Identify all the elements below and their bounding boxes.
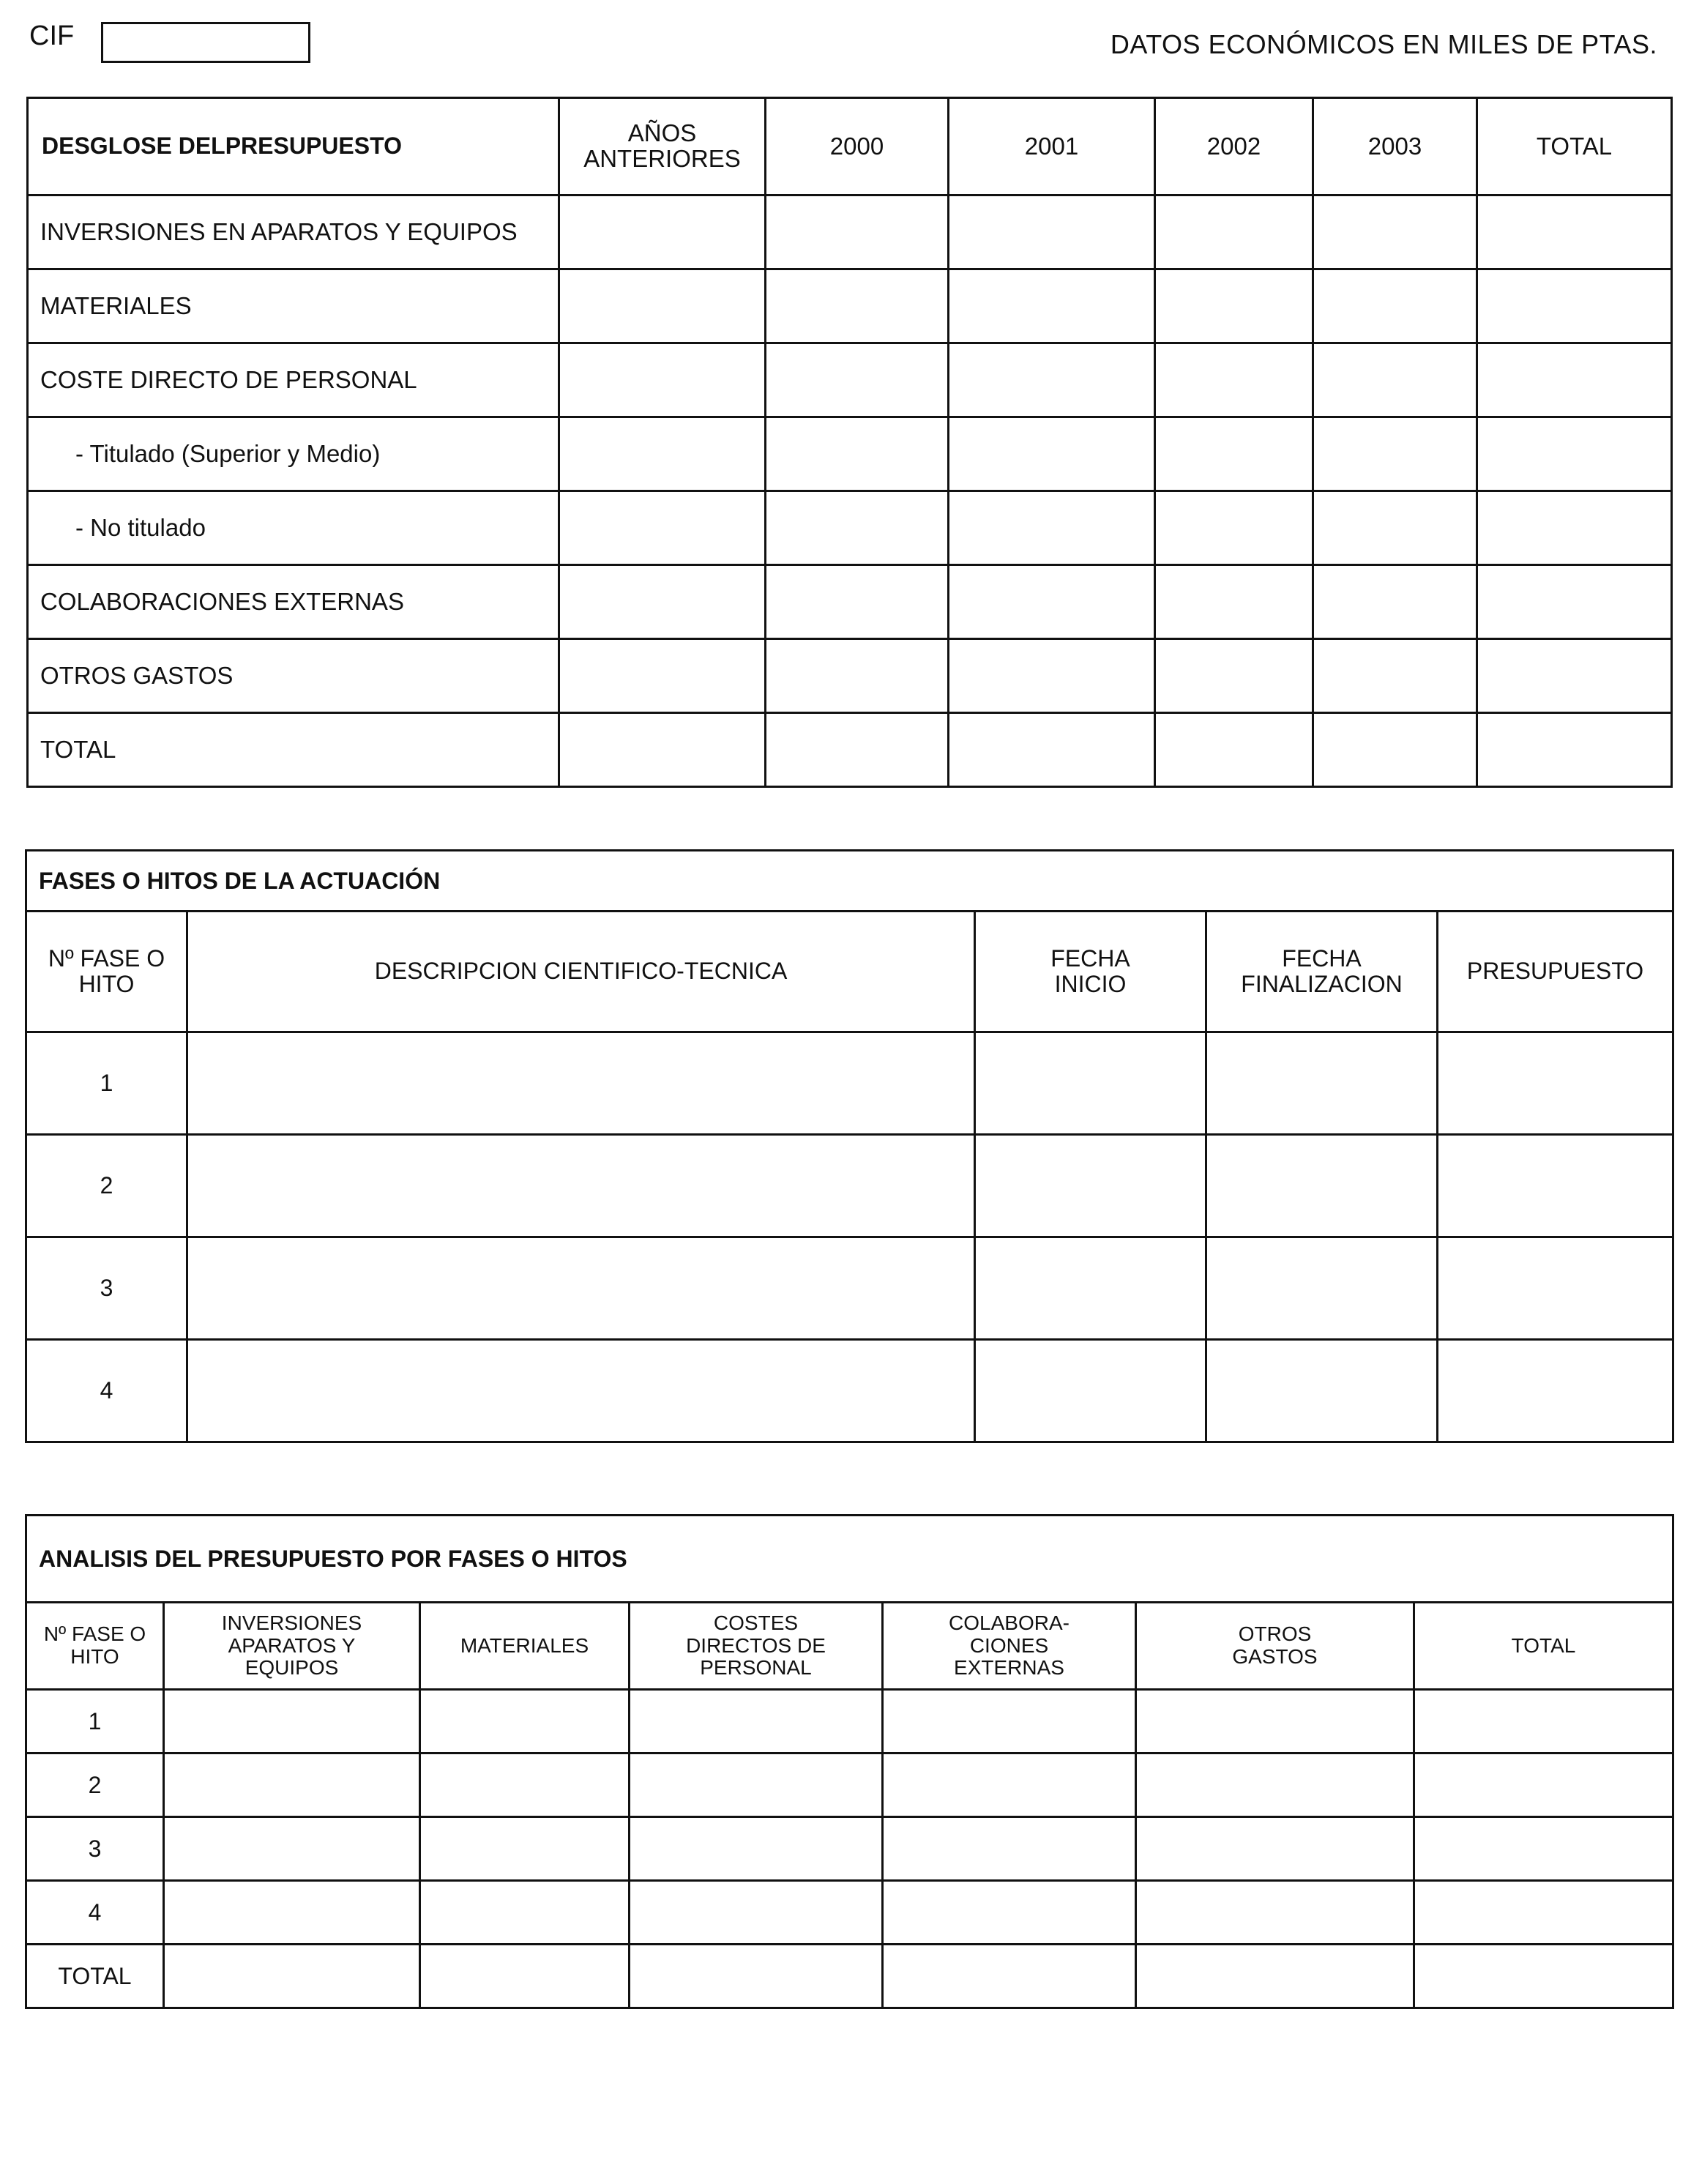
column-header-presupuesto: PRESUPUESTO: [1438, 912, 1673, 1032]
input-cell[interactable]: [883, 1753, 1136, 1817]
input-cell[interactable]: [1136, 1753, 1414, 1817]
input-cell[interactable]: [975, 1135, 1206, 1237]
column-header-2002: 2002: [1155, 98, 1313, 195]
input-cell[interactable]: [630, 1753, 883, 1817]
row-label-inversiones: INVERSIONES EN APARATOS Y EQUIPOS: [28, 195, 559, 269]
input-cell[interactable]: [187, 1032, 975, 1135]
input-cell[interactable]: [1206, 1032, 1438, 1135]
input-cell[interactable]: [420, 1753, 630, 1817]
input-cell[interactable]: [1136, 1945, 1414, 2008]
input-cell[interactable]: [883, 1881, 1136, 1945]
table-row: [26, 1881, 1673, 1945]
row-label-no-titulado: - No titulado: [28, 491, 559, 565]
table-row: [26, 1032, 1673, 1135]
column-header-otros-gastos: OTROS GASTOS: [1136, 1603, 1414, 1690]
phases-table: [25, 849, 1674, 1443]
currency-note: DATOS ECONÓMICOS EN MILES DE PTAS.: [1110, 29, 1657, 59]
input-cell[interactable]: [975, 1032, 1206, 1135]
phase-number: 4: [26, 1340, 187, 1442]
input-cell[interactable]: [1477, 417, 1672, 491]
column-header-2000: 2000: [766, 98, 949, 195]
input-cell[interactable]: [883, 1945, 1136, 2008]
input-cell[interactable]: [164, 1945, 420, 2008]
phase-number: 1: [26, 1690, 164, 1753]
budget-breakdown-table: [26, 97, 1673, 788]
input-cell[interactable]: [766, 639, 949, 713]
input-cell[interactable]: [766, 713, 949, 787]
table-row: [26, 1690, 1673, 1753]
input-cell[interactable]: [559, 343, 766, 417]
phase-number: 3: [26, 1237, 187, 1340]
input-cell[interactable]: [164, 1817, 420, 1881]
input-cell[interactable]: [1438, 1237, 1673, 1340]
input-cell[interactable]: [559, 713, 766, 787]
input-cell[interactable]: [1477, 195, 1672, 269]
input-cell[interactable]: [766, 417, 949, 491]
input-cell[interactable]: [164, 1690, 420, 1753]
input-cell[interactable]: [1313, 343, 1477, 417]
input-cell[interactable]: [420, 1817, 630, 1881]
input-cell[interactable]: [949, 565, 1155, 639]
input-cell[interactable]: [883, 1817, 1136, 1881]
table-header-row: [28, 98, 1672, 195]
input-cell[interactable]: [630, 1817, 883, 1881]
table-row: [26, 1340, 1673, 1442]
input-cell[interactable]: [187, 1237, 975, 1340]
phases-table-title: FASES O HITOS DE LA ACTUACIÓN: [26, 851, 1673, 912]
input-cell[interactable]: [1477, 713, 1672, 787]
analysis-table-title: ANALISIS DEL PRESUPUESTO POR FASES O HITOS: [26, 1516, 1673, 1603]
column-header-total: TOTAL: [1477, 98, 1672, 195]
row-label-materiales: MATERIALES: [28, 269, 559, 343]
input-cell[interactable]: [1155, 417, 1313, 491]
column-header-colaboraciones: COLABORA- CIONES EXTERNAS: [883, 1603, 1136, 1690]
input-cell[interactable]: [1477, 565, 1672, 639]
input-cell[interactable]: [559, 195, 766, 269]
table-row: [26, 1817, 1673, 1881]
input-cell[interactable]: [1477, 269, 1672, 343]
input-cell[interactable]: [420, 1945, 630, 2008]
input-cell[interactable]: [1136, 1881, 1414, 1945]
input-cell[interactable]: [883, 1690, 1136, 1753]
column-header-fecha-inicio: FECHA INICIO: [975, 912, 1206, 1032]
input-cell[interactable]: [1313, 491, 1477, 565]
input-cell[interactable]: [1155, 269, 1313, 343]
cif-input-box[interactable]: [101, 22, 310, 63]
table-row: [26, 1135, 1673, 1237]
column-header-2003: 2003: [1313, 98, 1477, 195]
column-header-fase: Nº FASE O HITO: [26, 912, 187, 1032]
phase-number: 1: [26, 1032, 187, 1135]
row-label-total: TOTAL: [26, 1945, 164, 2008]
input-cell[interactable]: [187, 1340, 975, 1442]
input-cell[interactable]: [1136, 1690, 1414, 1753]
phase-number: 2: [26, 1753, 164, 1817]
input-cell[interactable]: [1155, 713, 1313, 787]
input-cell[interactable]: [559, 639, 766, 713]
input-cell[interactable]: [975, 1340, 1206, 1442]
cif-label: CIF: [29, 21, 75, 51]
input-cell[interactable]: [630, 1690, 883, 1753]
table-row: [26, 1237, 1673, 1340]
input-cell[interactable]: [949, 417, 1155, 491]
input-cell[interactable]: [766, 343, 949, 417]
column-header-descripcion: DESCRIPCION CIENTIFICO-TECNICA: [187, 912, 975, 1032]
input-cell[interactable]: [949, 195, 1155, 269]
input-cell[interactable]: [187, 1135, 975, 1237]
input-cell[interactable]: [1155, 491, 1313, 565]
row-label-titulado: - Titulado (Superior y Medio): [28, 417, 559, 491]
input-cell[interactable]: [1438, 1032, 1673, 1135]
input-cell[interactable]: [1438, 1135, 1673, 1237]
analysis-table: [25, 1514, 1674, 2009]
input-cell[interactable]: [420, 1690, 630, 1753]
input-cell[interactable]: [559, 269, 766, 343]
table-row: [28, 195, 1672, 269]
input-cell[interactable]: [1477, 639, 1672, 713]
input-cell[interactable]: [164, 1753, 420, 1817]
row-label-total: TOTAL: [28, 713, 559, 787]
table-row: [28, 417, 1672, 491]
input-cell[interactable]: [559, 417, 766, 491]
phase-number: 3: [26, 1817, 164, 1881]
input-cell[interactable]: [949, 639, 1155, 713]
input-cell[interactable]: [1313, 713, 1477, 787]
input-cell[interactable]: [1313, 565, 1477, 639]
row-label-colaboraciones: COLABORACIONES EXTERNAS: [28, 565, 559, 639]
table-row: [28, 491, 1672, 565]
table-row: [28, 269, 1672, 343]
column-header-2001: 2001: [949, 98, 1155, 195]
input-cell[interactable]: [1155, 195, 1313, 269]
input-cell[interactable]: [1206, 1237, 1438, 1340]
input-cell[interactable]: [164, 1881, 420, 1945]
input-cell[interactable]: [559, 565, 766, 639]
input-cell[interactable]: [559, 491, 766, 565]
row-label-otros-gastos: OTROS GASTOS: [28, 639, 559, 713]
input-cell[interactable]: [766, 491, 949, 565]
input-cell[interactable]: [949, 713, 1155, 787]
input-cell[interactable]: [1313, 417, 1477, 491]
input-cell[interactable]: [630, 1881, 883, 1945]
input-cell[interactable]: [1136, 1817, 1414, 1881]
input-cell[interactable]: [1155, 565, 1313, 639]
column-header-inversiones: INVERSIONES APARATOS Y EQUIPOS: [164, 1603, 420, 1690]
column-header-fecha-finalizacion: FECHA FINALIZACION: [1206, 912, 1438, 1032]
input-cell[interactable]: [766, 565, 949, 639]
input-cell[interactable]: [1155, 639, 1313, 713]
input-cell[interactable]: [420, 1881, 630, 1945]
input-cell[interactable]: [1477, 491, 1672, 565]
input-cell[interactable]: [1313, 269, 1477, 343]
input-cell[interactable]: [1414, 1690, 1673, 1753]
table-row: [26, 1753, 1673, 1817]
table-row: [28, 343, 1672, 417]
column-header-anos-anteriores: AÑOS ANTERIORES: [559, 98, 766, 195]
input-cell[interactable]: [766, 195, 949, 269]
table-row: [28, 713, 1672, 787]
input-cell[interactable]: [630, 1945, 883, 2008]
input-cell[interactable]: [1438, 1340, 1673, 1442]
input-cell[interactable]: [1206, 1135, 1438, 1237]
input-cell[interactable]: [1414, 1945, 1673, 2008]
input-cell[interactable]: [1414, 1753, 1673, 1817]
input-cell[interactable]: [1155, 343, 1313, 417]
table-row: [28, 565, 1672, 639]
phase-number: 4: [26, 1881, 164, 1945]
column-header-costes-personal: COSTES DIRECTOS DE PERSONAL: [630, 1603, 883, 1690]
input-cell[interactable]: [1313, 639, 1477, 713]
column-header-total: TOTAL: [1414, 1603, 1673, 1690]
input-cell[interactable]: [1206, 1340, 1438, 1442]
input-cell[interactable]: [1414, 1881, 1673, 1945]
input-cell[interactable]: [975, 1237, 1206, 1340]
column-header-fase: Nº FASE O HITO: [26, 1603, 164, 1690]
input-cell[interactable]: [1477, 343, 1672, 417]
table-row: [28, 639, 1672, 713]
phase-number: 2: [26, 1135, 187, 1237]
column-header-materiales: MATERIALES: [420, 1603, 630, 1690]
input-cell[interactable]: [949, 491, 1155, 565]
table-header-row: [26, 1603, 1673, 1690]
table-header-row: [26, 912, 1673, 1032]
row-label-coste-personal: COSTE DIRECTO DE PERSONAL: [28, 343, 559, 417]
table-row: [26, 1945, 1673, 2008]
input-cell[interactable]: [949, 269, 1155, 343]
input-cell[interactable]: [949, 343, 1155, 417]
input-cell[interactable]: [1313, 195, 1477, 269]
budget-table-title: DESGLOSE DELPRESUPUESTO: [28, 98, 559, 195]
input-cell[interactable]: [1414, 1817, 1673, 1881]
input-cell[interactable]: [766, 269, 949, 343]
